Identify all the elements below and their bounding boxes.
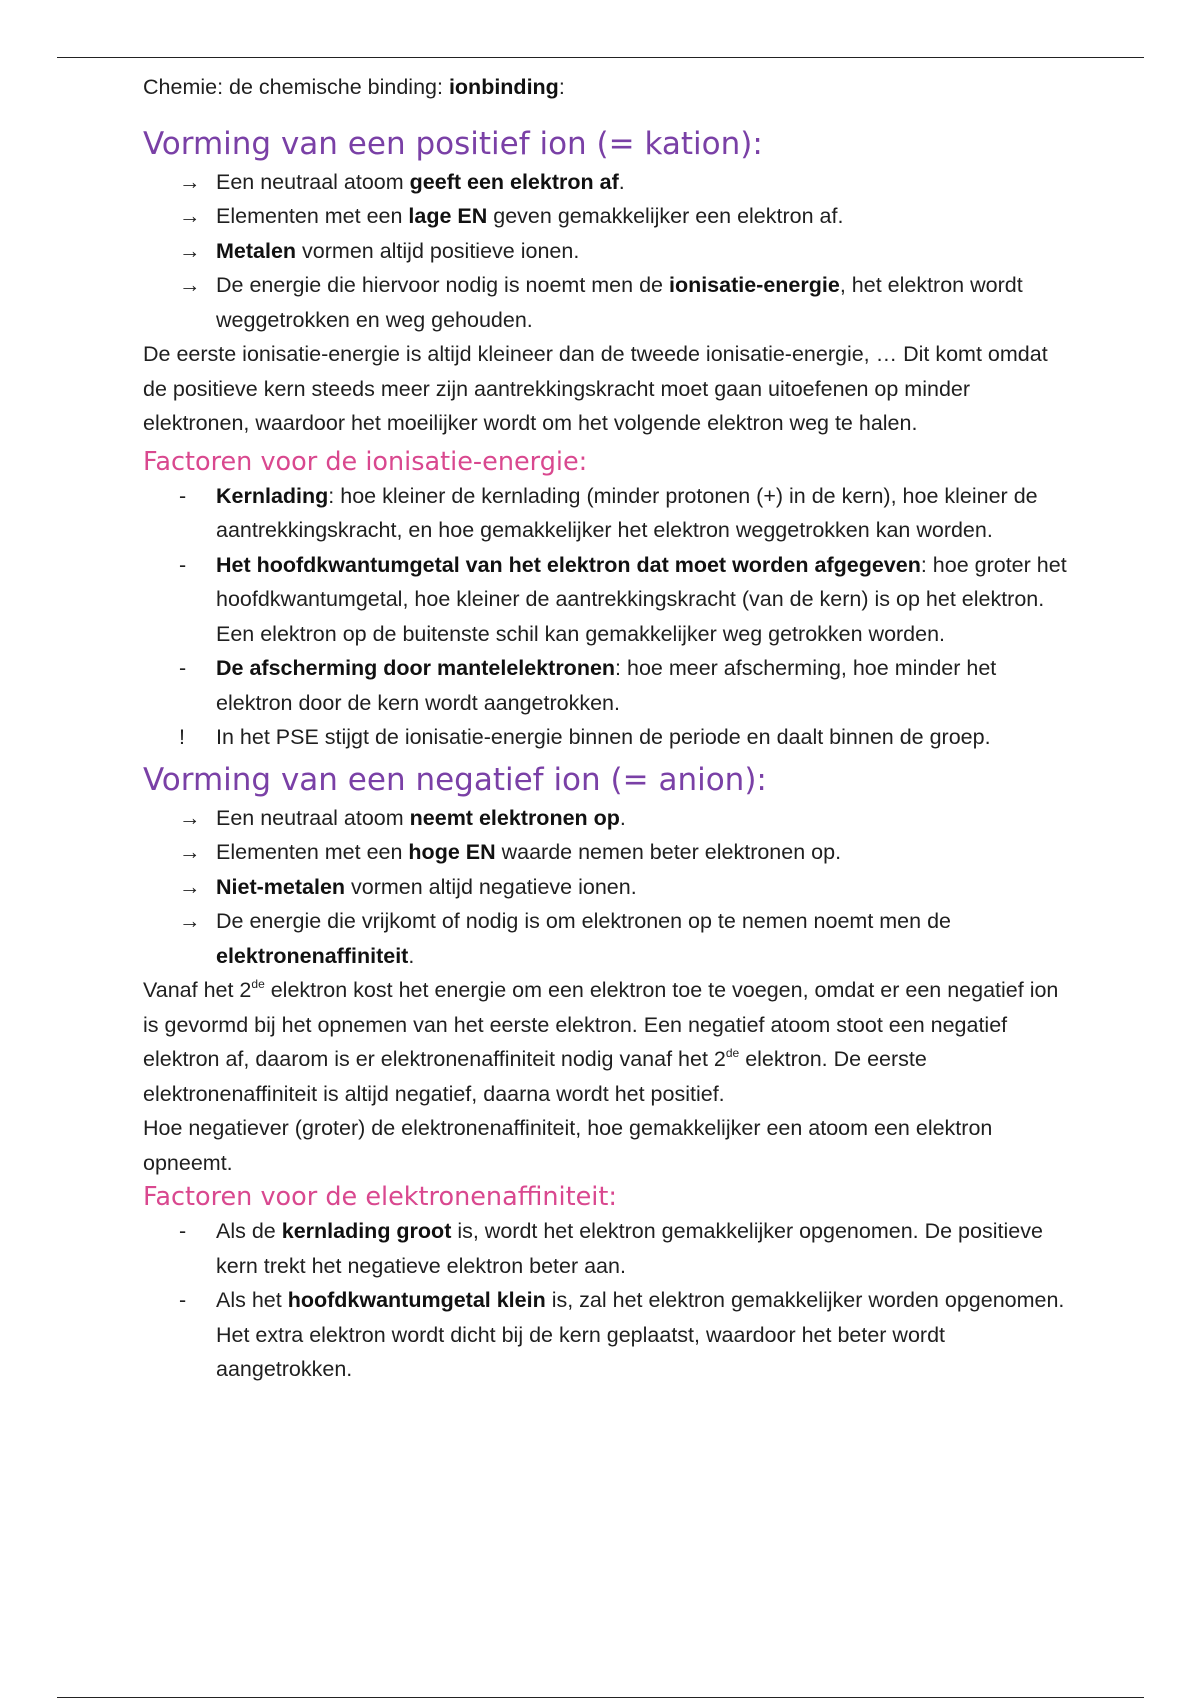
document-intro: Chemie: de chemische binding: ionbinding: [143,75,565,99]
list-item: → Niet-metalen vormen altijd negatieve ionen. [143,870,1073,905]
list-item: - Als de kernlading groot is, wordt het elektron gemakkelijker opgenomen. De positieve kern trekt het negatieve elektron beter aan. [143,1214,1073,1283]
list-item: ! In het PSE stijgt de ionisatie-energie binnen de periode en daalt binnen de groep. [143,720,1073,755]
arrow-icon: → [179,909,201,933]
anion-paragraph: Vanaf het 2de elektron kost het energie om een elektron toe te voegen, omdat er een negatief ion is gevormd bij het opnemen van het eerste elektron. Een negatief atoom stoot een negatief elektron af, daarom is er elektronenaffiniteit nodig vanaf het 2de elektron. De eerste elektronenaffiniteit is altijd negatief, daarna wordt het positief. [143,977,1059,1106]
list-item: → Elementen met een hoge EN waarde nemen beter elektronen op. [143,835,1073,870]
list-item: → Elementen met een lage EN geven gemakkelijker een elektron af. [143,199,1073,234]
exclamation-icon: ! [179,725,185,749]
kation-paragraph: De eerste ionisatie-energie is altijd kleineer dan de tweede ionisatie-energie, … Dit komt omdat de positieve kern steeds meer zijn aantrekkingskracht moet gaan uitoefenen op minder elektronen, waardoor het moeilijker wordt om het volgende elektron weg te halen. [143,342,1048,435]
list-item: - Kernlading: hoe kleiner de kernlading (minder protonen (+) in de kern), hoe kleiner de aantrekkingskracht, en hoe gemakkelijker het elektron weggetrokken kan worden. [143,479,1073,548]
list-item: → Een neutraal atoom neemt elektronen op. [143,801,1073,836]
ea-factoren-list [143,1214,1073,1387]
heading-ea-factoren: Factoren voor de elektronenaffiniteit: [143,1182,617,1212]
dash-bullet: - [179,656,187,680]
heading-anion: Vorming van een negatief ion (= anion): [143,761,767,798]
arrow-icon: → [179,169,201,194]
list-item: → Een neutraal atoom geeft een elektron af. [143,165,1073,200]
dash-bullet: - [179,1288,187,1312]
arrow-icon: → [179,204,201,228]
list-item: → De energie die hiervoor nodig is noemt men de ionisatie-energie, het elektron wordt weggetrokken en weg gehouden. [143,268,1073,337]
dash-bullet: - [179,483,187,508]
ionisatie-factoren-list [143,479,1073,755]
list-item: - Het hoofdkwantumgetal van het elektron dat moet worden afgegeven: hoe groter het hoofdkwantumgetal, hoe kleiner de aantrekkingskracht (van de kern) is op het elektron. Een elektron op de buitenste schil kan gemakkelijker weg getrokken worden. [143,548,1073,652]
dash-bullet: - [179,552,187,577]
list-item: → Metalen vormen altijd positieve ionen. [143,234,1073,269]
bottom-rule [57,1697,1144,1698]
list-item: - De afscherming door mantelelektronen: hoe meer afscherming, hoe minder het elektron door de kern wordt aangetrokken. [143,651,1073,720]
arrow-icon: → [179,273,201,297]
heading-ionisatie-factoren: Factoren voor de ionisatie-energie: [143,446,588,477]
document-body [143,70,1073,1387]
heading-kation: Vorming van een positief ion (= kation): [143,125,763,162]
dash-bullet: - [179,1219,187,1243]
arrow-icon: → [179,840,201,864]
arrow-icon: → [179,238,201,263]
anion-paragraph-2: Hoe negatiever (groter) de elektronenaffiniteit, hoe gemakkelijker een atoom een elektron opneemt. [143,1116,993,1175]
kation-list [143,165,1073,338]
list-item: → De energie die vrijkomt of nodig is om elektronen op te nemen noemt men de elektronenaffiniteit. [143,904,1073,973]
arrow-icon: → [179,805,201,830]
arrow-icon: → [179,874,201,899]
top-rule [57,57,1144,58]
list-item: - Als het hoofdkwantumgetal klein is, zal het elektron gemakkelijker worden opgenomen. Het extra elektron wordt dicht bij de kern geplaatst, waardoor het beter wordt aangetrokken. [143,1283,1073,1387]
anion-list [143,801,1073,974]
